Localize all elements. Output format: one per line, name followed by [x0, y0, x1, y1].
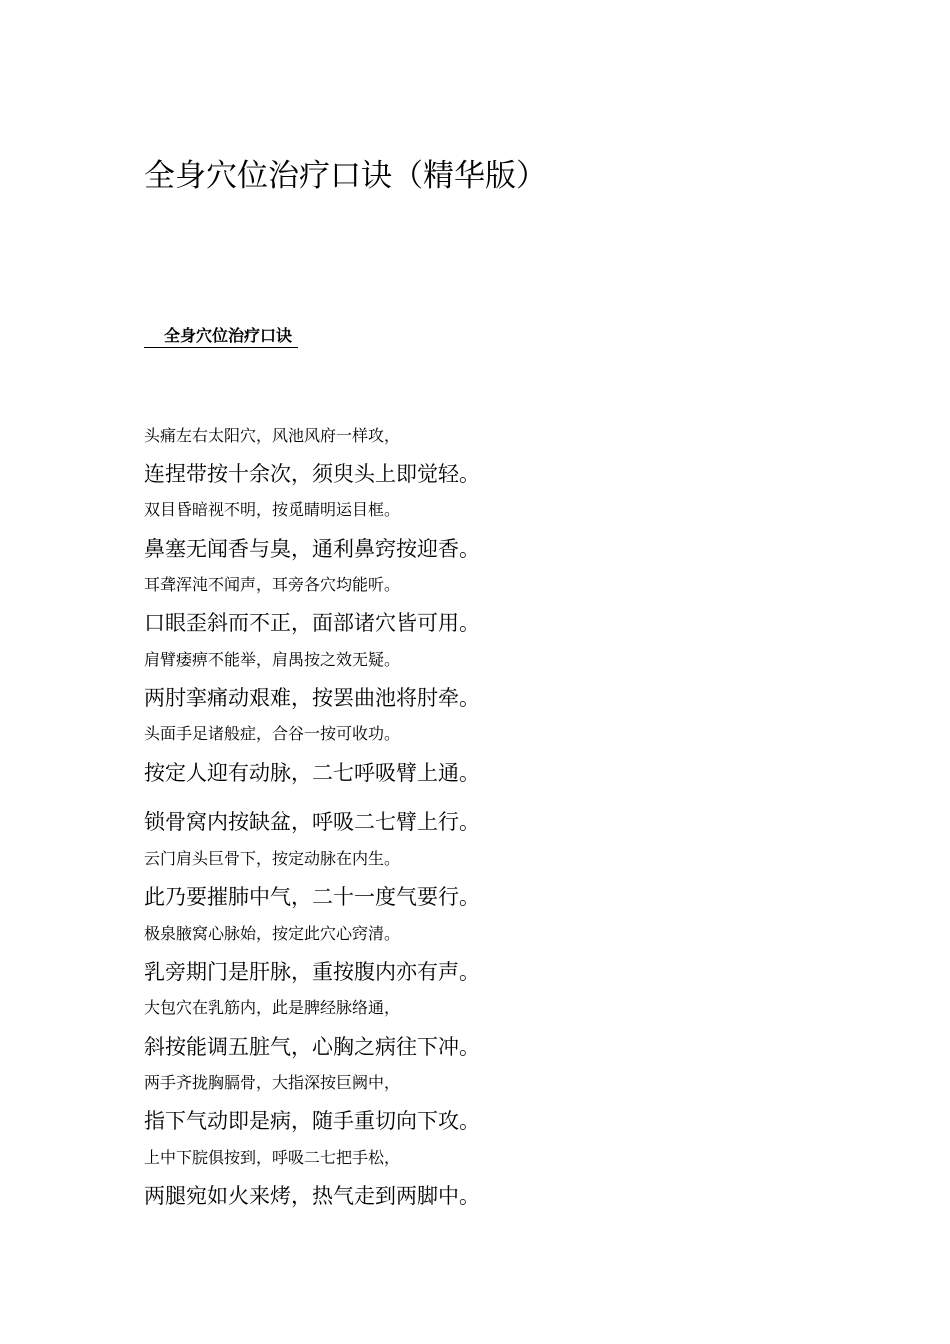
- verse-line: 两手齐拢胸膈骨，大指深按巨阙中，: [144, 1073, 401, 1092]
- verse-line: 两腿宛如火来烤，热气走到两脚中。: [144, 1184, 480, 1208]
- verse-line: 头痛左右太阳穴，风池风府一样攻，: [144, 426, 401, 445]
- document-title: 全身穴位治疗口诀（精华版）: [144, 158, 547, 194]
- verse-line: 连捏带按十余次，须臾头上即觉轻。: [144, 462, 480, 486]
- verse-line: 锁骨窝内按缺盆，呼吸二七臂上行。: [144, 810, 480, 834]
- verse-line: 此乃要摧肺中气，二十一度气要行。: [144, 885, 480, 909]
- verse-line: 按定人迎有动脉，二七呼吸臂上通。: [144, 761, 480, 785]
- verse-line: 两肘挛痛动艰难，按罢曲池将肘牵。: [144, 686, 480, 710]
- verse-line: 双目昏暗视不明，按觅睛明运目框。: [144, 500, 401, 519]
- verse-line: 极泉腋窝心脉始，按定此穴心窍清。: [144, 924, 401, 943]
- verse-line: 耳聋浑沌不闻声，耳旁各穴均能听。: [144, 575, 401, 594]
- verse-line: 肩臂痿痹不能举，肩禺按之效无疑。: [144, 650, 401, 669]
- verse-line: 头面手足诸般症，合谷一按可收功。: [144, 724, 401, 743]
- verse-line: 乳旁期门是肝脉，重按腹内亦有声。: [144, 960, 480, 984]
- section-heading: 全身穴位治疗口诀: [144, 325, 298, 348]
- verse-line: 大包穴在乳筋内，此是脾经脉络通，: [144, 998, 401, 1017]
- verse-line: 指下气动即是病，随手重切向下攻。: [144, 1109, 480, 1133]
- verse-line: 斜按能调五脏气，心胸之病往下冲。: [144, 1035, 480, 1059]
- verse-line: 口眼歪斜而不正，面部诸穴皆可用。: [144, 611, 480, 635]
- verse-line: 上中下脘俱按到，呼吸二七把手松，: [144, 1148, 401, 1167]
- verse-line: 云门肩头巨骨下，按定动脉在内生。: [144, 849, 401, 868]
- verse-line: 鼻塞无闻香与臭，通利鼻窍按迎香。: [144, 537, 480, 561]
